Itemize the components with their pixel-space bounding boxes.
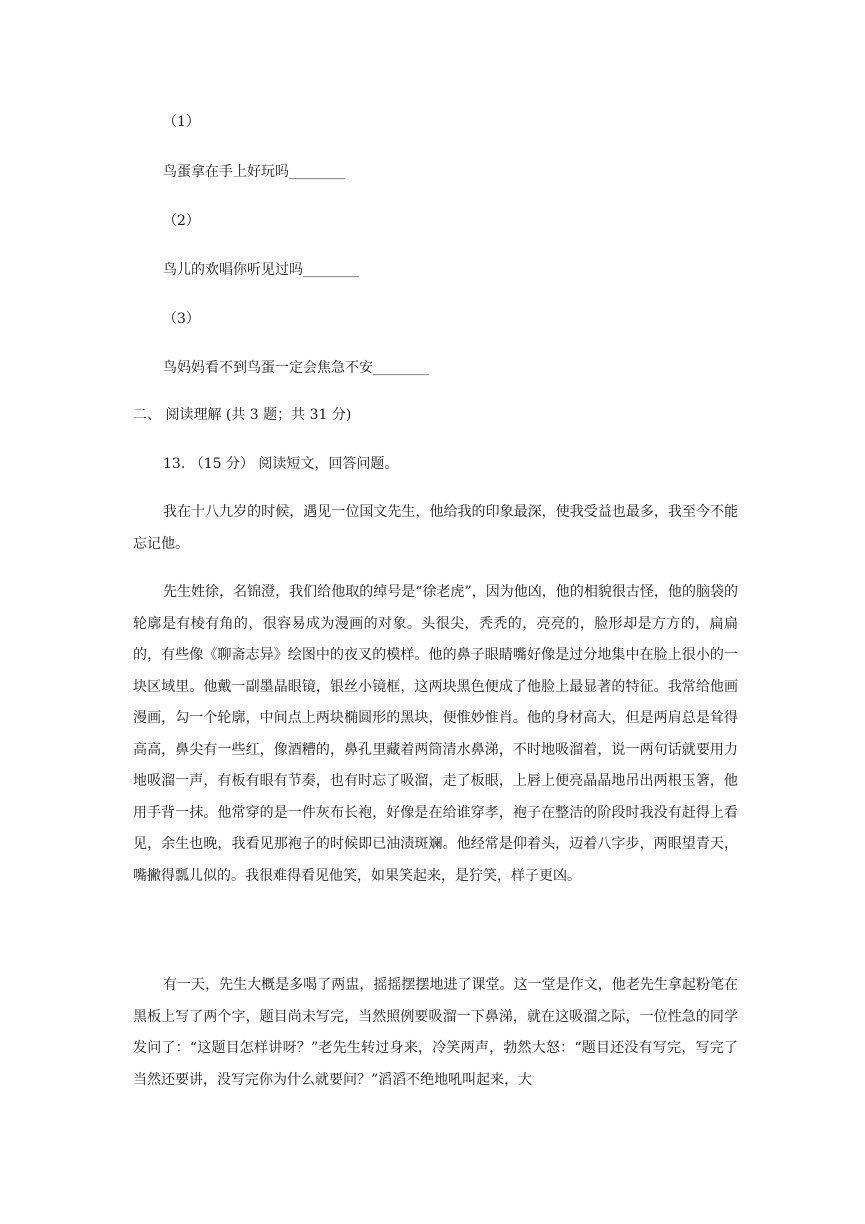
item-3-text: 鸟妈妈看不到鸟蛋一定会焦急不安________ <box>163 360 429 376</box>
item-2-text: 鸟儿的欢唱你听见过吗________ <box>163 262 359 278</box>
passage-paragraph-1: 我在十八九岁的时候，遇见一位国文先生，他给我的印象最深，使我受益也最多，我至今不能忘记他。 <box>133 504 738 552</box>
passage-paragraph-2: 先生姓徐，名锦澄，我们给他取的绰号是“徐老虎”，因为他凶，他的相貌很古怪，他的脑袋的轮廓是有棱有角的，很容易成为漫画的对象。头很尖，秃秃的，亮亮的，脸形却是方方的，扁扁的，有些像《聊斋志异》绘图中的夜叉的模样。他的鼻子眼睛嘴好像是过分地集中在脸上很小的一块区域里。他戴一副墨晶眼镜，银丝小镜框，这两块黑色便成了他脸上最显著的特征。我常给他画漫画，勾一个轮廓，中间点上两块椭圆形的黑块，便惟妙惟肖。他的身材高大，但是两肩总是耸得高高，鼻尖有一些红，像酒糟的，鼻孔里藏着两筒清水鼻涕，不时地吸溜着，说一两句话就要用力地吸溜一声，有板有眼有节奏，也有时忘了吸溜，走了板眼，上唇上便亮晶晶地吊出两根玉箸，他用手背一抹。他常穿的是一件灰布长袍，好像是在给谁穿孝，袍子在整洁的阶段时我没有赶得上看见，余生也晚，我看见那袍子的时候即已油渍斑斓。他经常是仰着头，迈着八字步，两眼望青天，嘴撇得瓢儿似的。我很难得看见他笑，如果笑起来，是狞笑，样子更凶。 <box>133 584 738 884</box>
question-header: 13. （15 分） 阅读短文，回答问题。 <box>163 456 399 472</box>
item-2-number: （2） <box>163 213 200 229</box>
item-1-number: （1） <box>163 114 200 130</box>
section-heading: 二、 阅读理解 (共 3 题；共 31 分) <box>133 407 352 423</box>
passage-paragraph-3: 有一天，先生大概是多喝了两盅，摇摇摆摆地进了课堂。这一堂是作文，他老先生拿起粉笔在黑板上写了两个字，题目尚未写完，当然照例要吸溜一下鼻涕，就在这吸溜之际，一位性急的同学发问了：“这题目怎样讲呀？”老先生转过身来，冷笑两声，勃然大怒：“题目还没有写完，写完了当然还要讲，没写完你为什么就要问？”滔滔不绝地吼叫起来，大 <box>133 977 738 1088</box>
item-3-number: （3） <box>163 311 200 327</box>
item-1-text: 鸟蛋拿在手上好玩吗________ <box>163 164 345 180</box>
